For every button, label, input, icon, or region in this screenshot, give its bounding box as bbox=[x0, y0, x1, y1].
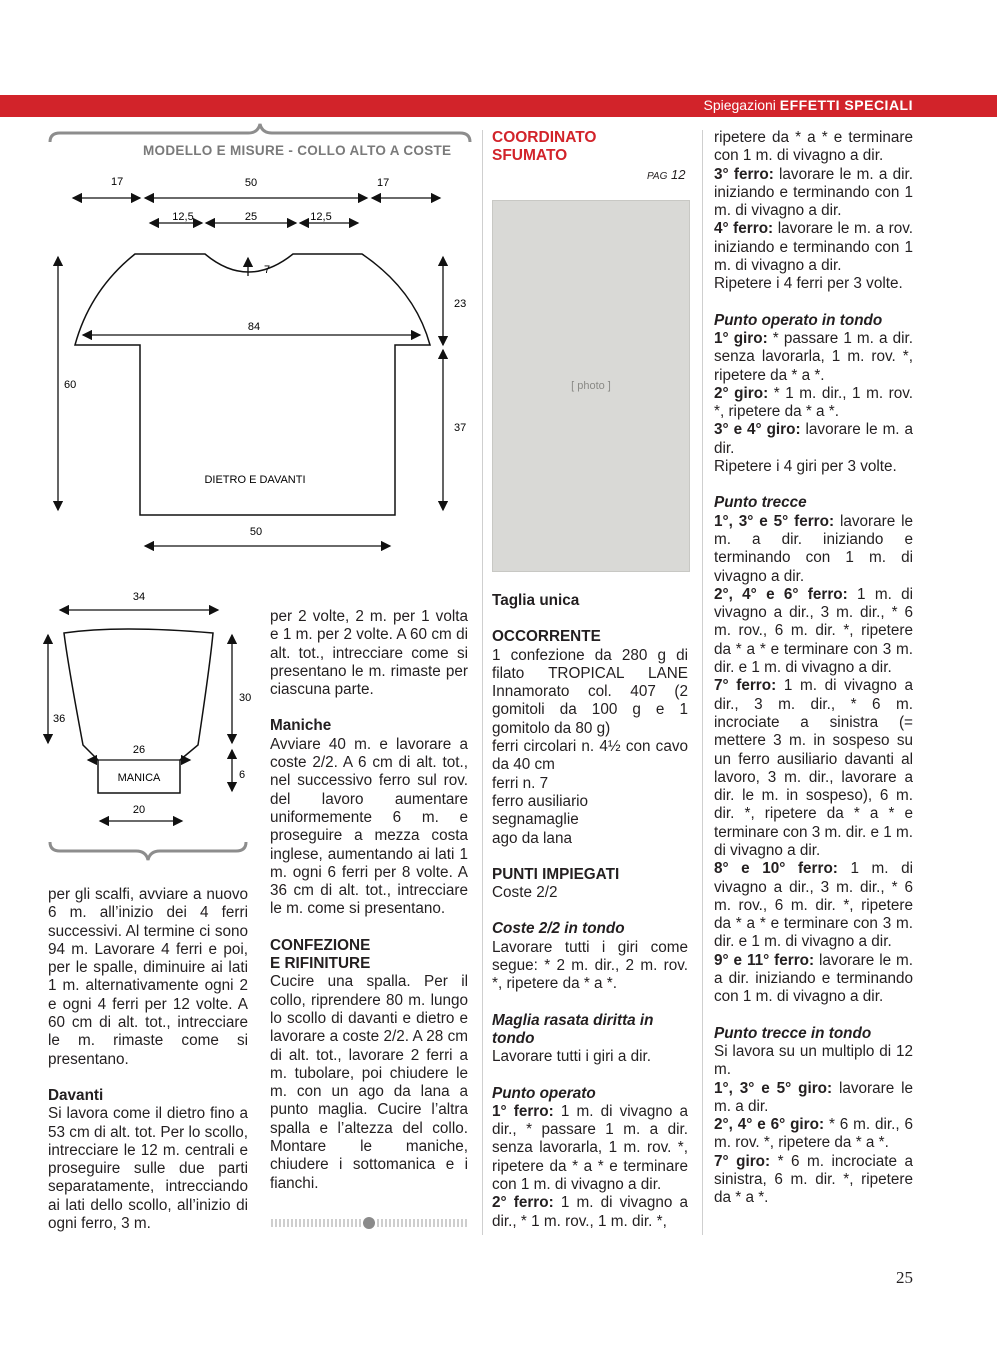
dim-width: 84 bbox=[247, 321, 261, 333]
rasata-text: Lavorare tutti i giri a dir. bbox=[492, 1048, 651, 1066]
coste-tondo-text: Lavorare tutti i giri come segue: * 2 m. dir., 2 m. rov. *, ripetere da * a *. bbox=[492, 938, 688, 993]
operato-row-2 bbox=[492, 1194, 688, 1231]
dim-shoulder-left: 12,5 bbox=[172, 211, 194, 223]
dim-neck: 25 bbox=[244, 211, 258, 223]
operato-row-4-lead: 4° ferro: bbox=[714, 220, 774, 238]
trecce-row-7-text: 1 m. di vivagno a dir., 3 m. dir., * 6 m. incrociate a sinistra (= mettere 3 m. in sospeso su un ferro ausiliario davanti al lavoro, 3 m. dir., lavorare a dir. le m. in sospeso), 6 m. dir. *, ripetere da * a * e terminare con 3 m. dir. e 1 m. di vivagno a dir. bbox=[714, 677, 914, 859]
dim-top: 50 bbox=[244, 177, 258, 189]
photo-placeholder-label: [ photo ] bbox=[571, 380, 611, 392]
trecce-tondo-row-246-text: * 6 m. dir., 6 m. rov. *, ripetere da * a *. bbox=[714, 1116, 913, 1152]
operato-title: Punto operato bbox=[492, 1084, 596, 1102]
sleeve-dim-bottom: 20 bbox=[132, 804, 146, 816]
column-2 bbox=[270, 608, 468, 1193]
operato-continued: ripetere da * a * e terminare con 1 m. di vivagno a dir. bbox=[714, 129, 913, 165]
trecce-row-810-text: 1 m. di vivagno a dir., 3 m. dir., * 6 m. rov., 6 m. dir. *, ripetere da * a * e terminare con 3 m. dir. e 1 m. di vivagno a dir. bbox=[714, 860, 913, 951]
column-4 bbox=[714, 129, 913, 1208]
punti-title: PUNTI IMPIEGATI bbox=[492, 865, 620, 883]
operato-row-3 bbox=[714, 166, 913, 221]
section-header-band bbox=[0, 95, 997, 117]
tondo-row-2-text: * 1 m. dir., 1 m. rov. *, ripetere da * a *. bbox=[714, 384, 913, 421]
tondo-row-34-lead: 3° e 4° giro: bbox=[714, 421, 801, 439]
coste-tondo-title: Coste 2/2 in tondo bbox=[492, 920, 625, 938]
column-divider-3 bbox=[482, 130, 483, 1235]
dim-lower: 37 bbox=[454, 422, 467, 434]
ferri-circolari: ferri circolari n. 4½ con cavo da 40 cm bbox=[492, 738, 688, 774]
occorrente-text: 1 confezione da 280 g di filato TROPICAL LANE Innamorato col. 407 (2 gomitoli da 100 g e 1 gomitolo da 80 g) bbox=[492, 646, 688, 737]
coordinato-title bbox=[492, 129, 692, 165]
tondo-row-34-text: lavorare le m. a dir. bbox=[714, 421, 914, 457]
coordinato-title-line-2: SFUMATO bbox=[492, 147, 568, 164]
operato-row-1-text: 1 m. di vivagno a dir., * passare 1 m. a dir. senza lavorarla, 1 m. rov. *, ripetere da * a * e terminare con 1 m. di vivagno a dir. bbox=[492, 1102, 689, 1194]
operato-row-4 bbox=[714, 220, 913, 275]
header-prefix: Spiegazioni bbox=[703, 97, 776, 113]
davanti-text: Si lavora come il dietro fino a 53 cm di alt. tot. Per lo scollo, intrecciare le 12 m. centrali e proseguire sulle due parti separatamente, intrecciando ai lati dello scollo, all’inizio di ogni ferro, 3 m. bbox=[48, 1105, 248, 1233]
dim-neck-depth: 7 bbox=[264, 264, 271, 276]
sleeve-diagram bbox=[40, 585, 265, 830]
coordinato-title-line-1: COORDINATO bbox=[492, 129, 597, 146]
column-1 bbox=[48, 886, 248, 1233]
operato-row-1-lead: 1° ferro: bbox=[492, 1102, 554, 1120]
dim-shoulder-right: 12,5 bbox=[310, 211, 332, 223]
trecce-tondo-row-135-lead: 1°, 3° e 5° giro: bbox=[714, 1079, 833, 1097]
page-reference-number: 12 bbox=[671, 167, 686, 182]
dim-right: 17 bbox=[377, 177, 390, 189]
diagram-bottom-brace bbox=[48, 838, 248, 862]
col1-paragraph: per gli scalfi, avviare a nuovo 6 m. all’inizio dei 4 ferri successivi. Al termine ci sono 94 m. Lavorare 4 ferri e poi, per le spalle, diminuire ai lati 1 m. alternativamente ogni 2 e ogni 4 ferri per 12 volte. A 60 cm di alt. tot., intrecciare le m. rimaste come si presentano. bbox=[48, 886, 248, 1068]
tondo-row-34 bbox=[714, 421, 913, 458]
rasata-title: Maglia rasata diritta in tondo bbox=[492, 1011, 654, 1047]
operato-row-3-lead: 3° ferro: bbox=[714, 165, 774, 183]
trecce-row-911-text: lavorare le m. a dir. iniziando e terminando con 1 m. di vivagno a dir. bbox=[714, 951, 913, 1006]
header-section: EFFETTI SPECIALI bbox=[779, 97, 913, 113]
davanti-title: Davanti bbox=[48, 1086, 104, 1104]
tondo-row-2-lead: 2° giro: bbox=[714, 384, 769, 402]
trecce-tondo-title: Punto trecce in tondo bbox=[714, 1024, 872, 1042]
trecce-tondo-row-246-lead: 2°, 4° e 6° giro: bbox=[714, 1116, 825, 1134]
trecce-title: Punto trecce bbox=[714, 494, 807, 512]
trecce-tondo-text: Si lavora su un multiplo di 12 m. bbox=[714, 1042, 913, 1079]
sleeve-label: MANICA bbox=[117, 772, 161, 784]
model-photo-placeholder bbox=[492, 200, 690, 572]
tondo-row-1-lead: 1° giro: bbox=[714, 329, 768, 347]
sleeve-dim-height: 30 bbox=[239, 692, 252, 704]
trecce-tondo-row-135-text: lavorare le m. a dir. bbox=[714, 1079, 914, 1115]
operato-row-2-lead: 2° ferro: bbox=[492, 1194, 554, 1212]
sleeve-dim-side: 36 bbox=[53, 713, 66, 725]
ago-da-lana: ago da lana bbox=[492, 829, 572, 847]
trecce-row-911-lead: 9° e 11° ferro: bbox=[714, 951, 815, 969]
trecce-row-7-lead: 7° ferro: bbox=[714, 677, 777, 695]
tondo-row-2 bbox=[714, 385, 913, 422]
operato-row-3-text: lavorare le m. a dir. iniziando e terminando con 1 m. di vivagno a dir. bbox=[714, 165, 914, 220]
dim-left: 17 bbox=[111, 176, 124, 188]
ferri-n7: ferri n. 7 bbox=[492, 774, 549, 792]
col2-intro: per 2 volte, 2 m. per 1 volta e 1 m. per 2 volte. A 60 cm di alt. tot., intrecciare come si presentano le m. rimaste per ciascuna parte. bbox=[270, 608, 468, 699]
operato-row-4-text: lavorare le m. a rov. iniziando e terminando con 1 m. di vivagno a dir. bbox=[714, 220, 913, 275]
operato-tondo-title: Punto operato in tondo bbox=[714, 311, 883, 329]
section-header-label bbox=[703, 97, 913, 113]
column-3 bbox=[492, 592, 688, 1231]
diagram-title: MODELLO E MISURE - COLLO ALTO A COSTE bbox=[143, 143, 452, 158]
tondo-row-1 bbox=[714, 330, 913, 385]
maniche-title: Maniche bbox=[270, 717, 332, 735]
confezione-text: Cucire una spalla. Per il collo, riprendere 80 m. lungo lo scollo di davanti e dietro e lavorare a coste 2/2. A 28 cm di alt. tot., lavorare 2 ferri a m. tubolare, poi chiudere le m. con un ago da lana a punto maglia. Cucire l’altra spalla e l’altezza del collo. Montare le maniche, chiudere i sottomanica e i fianchi. bbox=[270, 973, 468, 1192]
tondo-repeat: Ripetere i 4 giri per 3 volte. bbox=[714, 458, 897, 476]
body-diagram bbox=[40, 165, 480, 565]
trecce-tondo-row-246 bbox=[714, 1116, 913, 1153]
ferro-ausiliario: ferro ausiliario bbox=[492, 792, 589, 810]
tondo-row-1-text: * passare 1 m. a dir. senza lavorarla, 1 m. rov. *, ripetere da * a *. bbox=[714, 329, 913, 384]
trecce-row-810-lead: 8° e 10° ferro: bbox=[714, 860, 838, 878]
dim-height-total: 60 bbox=[64, 379, 77, 391]
dim-yoke: 23 bbox=[454, 298, 467, 310]
punti-text: Coste 2/2 bbox=[492, 884, 558, 902]
occorrente-title: OCCORRENTE bbox=[492, 628, 601, 646]
trecce-tondo-row-135 bbox=[714, 1080, 913, 1117]
body-label: DIETRO E DAVANTI bbox=[204, 474, 306, 486]
confezione-title-1: CONFEZIONE bbox=[270, 936, 371, 954]
trecce-tondo-row-7 bbox=[714, 1153, 913, 1208]
operato-repeat: Ripetere i 4 ferri per 3 volte. bbox=[714, 275, 903, 293]
trecce-row-7 bbox=[714, 677, 913, 860]
column-divider-4 bbox=[702, 130, 703, 1235]
sleeve-dim-cuff-height: 6 bbox=[239, 769, 246, 781]
page-progress-decoration bbox=[270, 1216, 468, 1230]
trecce-row-135 bbox=[714, 513, 913, 586]
sleeve-dim-cuff-width: 26 bbox=[132, 744, 146, 756]
page-reference-label: PAG bbox=[647, 171, 668, 182]
trecce-row-246-text: 1 m. di vivagno a dir., 3 m. dir., * 6 m. rov., 6 m. dir. *, ripetere da * a * e terminare con 3 m. dir. e 1 m. di vivagno a dir. bbox=[714, 585, 914, 677]
operato-row-2-text: 1 m. di vivagno a dir., * 1 m. rov., 1 m. dir. *, bbox=[492, 1194, 689, 1230]
confezione-title-2: E RIFINITURE bbox=[270, 955, 371, 973]
trecce-row-246-lead: 2°, 4° e 6° ferro: bbox=[714, 585, 848, 603]
dim-bottom: 50 bbox=[249, 526, 263, 538]
sleeve-dim-top: 34 bbox=[132, 591, 146, 603]
page-number: 25 bbox=[896, 1268, 913, 1287]
trecce-row-135-text: lavorare le m. a dir. iniziando e terminando con 1 m. di vivagno a dir. bbox=[714, 512, 913, 585]
page-reference bbox=[647, 167, 685, 182]
trecce-tondo-row-7-text: * 6 m. incrociate a sinistra, 6 m. dir. *, ripetere da * a *. bbox=[714, 1152, 913, 1207]
segnamaglie: segnamaglie bbox=[492, 811, 579, 829]
trecce-row-246 bbox=[714, 586, 913, 677]
trecce-row-135-lead: 1°, 3° e 5° ferro: bbox=[714, 512, 835, 530]
trecce-row-911 bbox=[714, 952, 913, 1007]
trecce-tondo-row-7-lead: 7° giro: bbox=[714, 1152, 771, 1170]
maniche-text: Avviare 40 m. e lavorare a coste 2/2. A 6 cm di alt. tot., nel successivo ferro sul rov. del lavoro aumentare uniformemente 6 m. e proseguire a mezza costa inglese, aumentando ai lati 1 m. ogni 6 ferri per 8 volte. A 36 cm di alt. tot., intrecciare le m. come si presentano. bbox=[270, 735, 468, 918]
operato-row-1 bbox=[492, 1103, 688, 1194]
taglia-title: Taglia unica bbox=[492, 592, 580, 609]
trecce-row-810 bbox=[714, 860, 913, 951]
